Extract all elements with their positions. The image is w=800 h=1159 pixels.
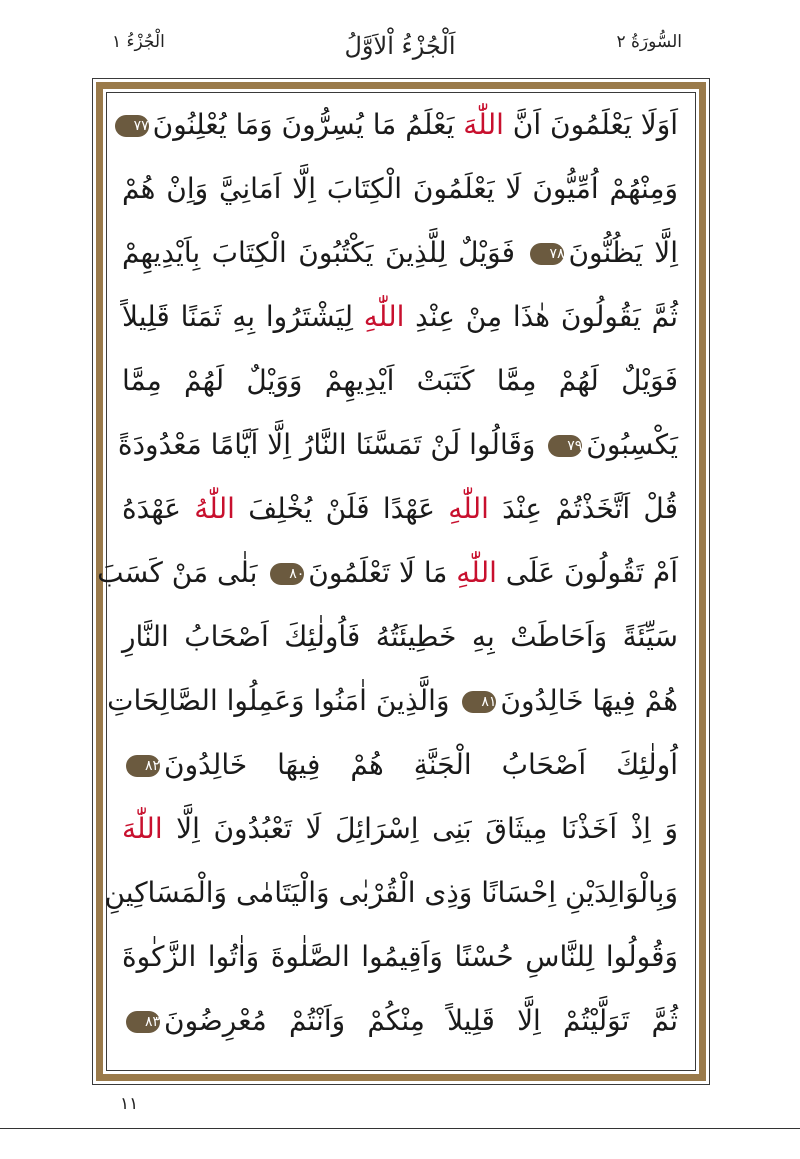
verse-text: عَهْدَهُ (122, 492, 195, 525)
verse-text: فَوَيْلٌ لَهُمْ مِمَّا كَتَبَتْ اَيْدِيهِمْ وَوَيْلٌ لَهُمْ مِمَّا (122, 364, 678, 397)
verse-number-marker: ٨٣ (126, 1011, 160, 1033)
verse-text: وَقَالُوا لَنْ تَمَسَّنَا النَّارُ اِلَّا اَيَّامًا مَعْدُودَةً (117, 428, 545, 461)
verse-text: وَمِنْهُمْ اُمِّيُّونَ لَا يَعْلَمُونَ الْكِتَابَ اِلَّا اَمَانِيَّ وَاِنْ هُمْ (122, 172, 678, 205)
page-number: ١١ (120, 1094, 139, 1114)
verse-line (122, 996, 678, 1046)
verse-line (122, 164, 678, 214)
verse-text: اُولٰئِكَ اَصْحَابُ الْجَنَّةِ هُمْ فِيهَا خَالِدُونَ (164, 748, 678, 781)
verse-line (122, 292, 678, 342)
verse-line (122, 612, 678, 662)
verse-number-marker: ٨١ (462, 691, 496, 713)
bottom-divider (0, 1128, 800, 1129)
divine-name: اللّٰهَ (122, 812, 163, 845)
divine-name: اللّٰهِ (456, 556, 497, 589)
verse-text: اَمْ تَقُولُونَ عَلَى (496, 556, 678, 589)
verse-text: مَا لَا تَعْلَمُونَ (308, 556, 457, 589)
verse-line (104, 868, 678, 918)
page-title: اَلْجُزْءُ اْلاَوَّلُ (344, 32, 456, 60)
divine-name: اللّٰهُ (194, 492, 235, 525)
verse-text: وَقُولُوا لِلنَّاسِ حُسْنًا وَاَقِيمُوا الصَّلٰوةَ وَاٰتُوا الزَّكٰوةَ (122, 940, 678, 973)
verse-number-marker: ٧٨ (530, 243, 564, 265)
verse-text: يَكْسِبُونَ (586, 428, 678, 461)
verse-line (117, 420, 678, 470)
verse-text: وَ اِذْ اَخَذْنَا مِيثَاقَ بَنِى اِسْرَائِلَ لَا تَعْبُدُونَ اِلَّا (162, 812, 678, 845)
verse-text: وَالَّذِينَ اٰمَنُوا وَعَمِلُوا الصَّالِحَاتِ (107, 684, 459, 717)
verse-text: قُلْ اَتَّخَذْتُمْ عِنْدَ (488, 492, 678, 525)
verse-text: سَيِّئَةً وَاَحَاطَتْ بِهِ خَطِيئَتُهُ فَاُولٰئِكَ اَصْحَابُ النَّارِ (122, 620, 678, 653)
divine-name: اللّٰهِ (448, 492, 489, 525)
verse-line (107, 676, 678, 726)
verse-line (122, 484, 678, 534)
surah-label: السُّورَةُ ٢ (616, 32, 682, 52)
verse-line (122, 740, 678, 790)
quran-text-block (97, 100, 678, 1060)
verse-line (97, 548, 678, 598)
verse-text: اِلَّا يَظُنُّونَ (568, 236, 678, 269)
juz-label: الْجُزْءُ ١ (112, 32, 165, 52)
page-header (0, 28, 800, 68)
verse-line (122, 100, 678, 150)
verse-text: يَعْلَمُ مَا يُسِرُّونَ وَمَا يُعْلِنُونَ (152, 108, 464, 141)
verse-text: عَهْدًا فَلَنْ يُخْلِفَ (234, 492, 449, 525)
verse-text: بَلٰى مَنْ كَسَبَ (97, 556, 267, 589)
verse-text: هُمْ فِيهَا خَالِدُونَ (500, 684, 678, 717)
verse-number-marker: ٨٢ (126, 755, 160, 777)
verse-text: اَوَلَا يَعْلَمُونَ اَنَّ (503, 108, 678, 141)
verse-text: لِيَشْتَرُوا بِهِ ثَمَنًا قَلِيلاً (122, 300, 364, 333)
divine-name: اللّٰهَ (463, 108, 504, 141)
verse-number-marker: ٧٧ (115, 115, 149, 137)
divine-name: اللّٰهِ (363, 300, 405, 333)
verse-text: ثُمَّ يَقُولُونَ هٰذَا مِنْ عِنْدِ (404, 300, 678, 333)
verse-line (122, 804, 678, 854)
verse-text: وَبِالْوَالِدَيْنِ اِحْسَانًا وَذِى الْقُرْبٰى وَالْيَتَامٰى وَالْمَسَاكِينِ (104, 876, 678, 909)
verse-text: فَوَيْلٌ لِلَّذِينَ يَكْتُبُونَ الْكِتَابَ بِاَيْدِيهِمْ (122, 236, 527, 269)
verse-line (122, 356, 678, 406)
verse-line (122, 228, 678, 278)
verse-number-marker: ٨٠ (270, 563, 304, 585)
verse-number-marker: ٧٩ (548, 435, 582, 457)
verse-text: ثُمَّ تَوَلَّيْتُمْ اِلَّا قَلِيلاً مِنْكُمْ وَاَنْتُمْ مُعْرِضُونَ (164, 1004, 678, 1037)
verse-line (122, 932, 678, 982)
